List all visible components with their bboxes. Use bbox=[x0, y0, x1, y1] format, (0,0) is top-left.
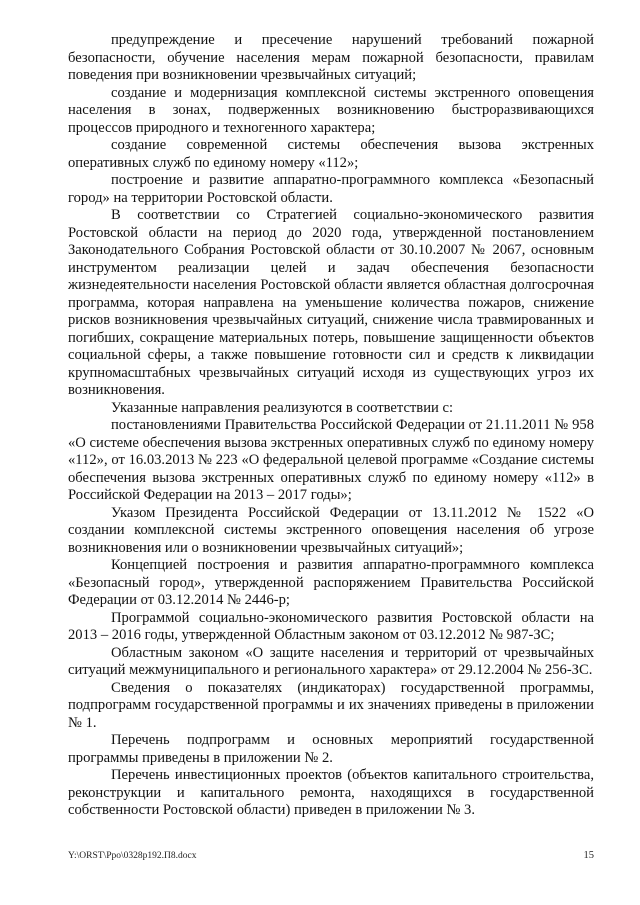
footer-file-path: Y:\ORST\Ppo\0328p192.П8.docx bbox=[68, 851, 197, 861]
paragraph: Перечень подпрограмм и основных мероприятий государственной программы приведены в приложении № 2. bbox=[68, 732, 594, 766]
paragraph: Программой социально-экономического развития Ростовской области на 2013 – 2016 годы, утвержденной Областным законом от 03.12.2012 № 987-ЗС; bbox=[68, 609, 594, 643]
paragraph: Сведения о показателях (индикаторах) государственной программы, подпрограмм государственной программы и их значениях приведены в приложении № 1. bbox=[68, 679, 594, 731]
paragraph: Указанные направления реализуются в соответствии с: bbox=[111, 399, 453, 416]
paragraph: построение и развитие аппаратно-программного комплекса «Безопасный город» на территории Ростовской области. bbox=[68, 172, 594, 206]
paragraph: Перечень инвестиционных проектов (объектов капитального строительства, реконструкции и капитального ремонта, находящихся в государственной собственности Ростовской области) приведен в приложении № 3. bbox=[68, 767, 594, 818]
paragraph: постановлениями Правительства Российской Федерации от 21.11.2011 № 958 «О системе обеспечения вызова экстренных оперативных служб по единому номеру «112», от 16.03.2013 № 223 «О федеральной целевой программе «Создание системы обеспечения вызова экстренных оперативных служб по единому номеру «112» в Российской Федерации на 2013 – 2017 годы»; bbox=[68, 417, 594, 503]
document-body bbox=[68, 32, 594, 820]
paragraph: Указом Президента Российской Федерации от 13.11.2012 № 1522 «О создании комплексной системы экстренного оповещения населения об угрозе возникновения или о возникновении чрезвычайных ситуаций»; bbox=[68, 504, 594, 556]
page-number: 15 bbox=[583, 850, 594, 861]
paragraph: Концепцией построения и развития аппаратно-программного комплекса «Безопасный город», утвержденной распоряжением Правительства Российской Федерации от 03.12.2014 № 2446-р; bbox=[68, 557, 594, 608]
paragraph: создание и модернизация комплексной системы экстренного оповещения населения в зонах, подверженных возникновению быстроразвивающихся процессов природного и техногенного характера; bbox=[68, 84, 594, 136]
paragraph: В соответствии со Стратегией социально-экономического развития Ростовской области на период до 2020 года, утвержденной постановлением Законодательного Собрания Ростовской области от 30.10.2007 № 2067, основным инструментом реализации целей и задач обеспечения безопасности жизнедеятельности населения Ростовской области является областная долгосрочная программа, которая направлена на уменьшение количества пожаров, снижение рисков возникновения чрезвычайных ситуаций, снижение числа травмированных и погибших, сокращение материальных потерь, повышение защищенности объектов социальной сферы, а также повышение готовности сил и средств к ликвидации крупномасштабных чрезвычайных ситуаций исходя из существующих угроз их возникновения. bbox=[68, 207, 594, 398]
paragraph: Областным законом «О защите населения и территорий от чрезвычайных ситуаций межмуниципального и регионального характера» от 29.12.2004 № 256-ЗС. bbox=[68, 644, 594, 678]
paragraph: создание современной системы обеспечения вызова экстренных оперативных служб по единому номеру «112»; bbox=[68, 137, 594, 171]
paragraph: предупреждение и пресечение нарушений требований пожарной безопасности, обучение населения мерам пожарной безопасности, правилам поведения при возникновении чрезвычайных ситуаций; bbox=[68, 32, 594, 83]
